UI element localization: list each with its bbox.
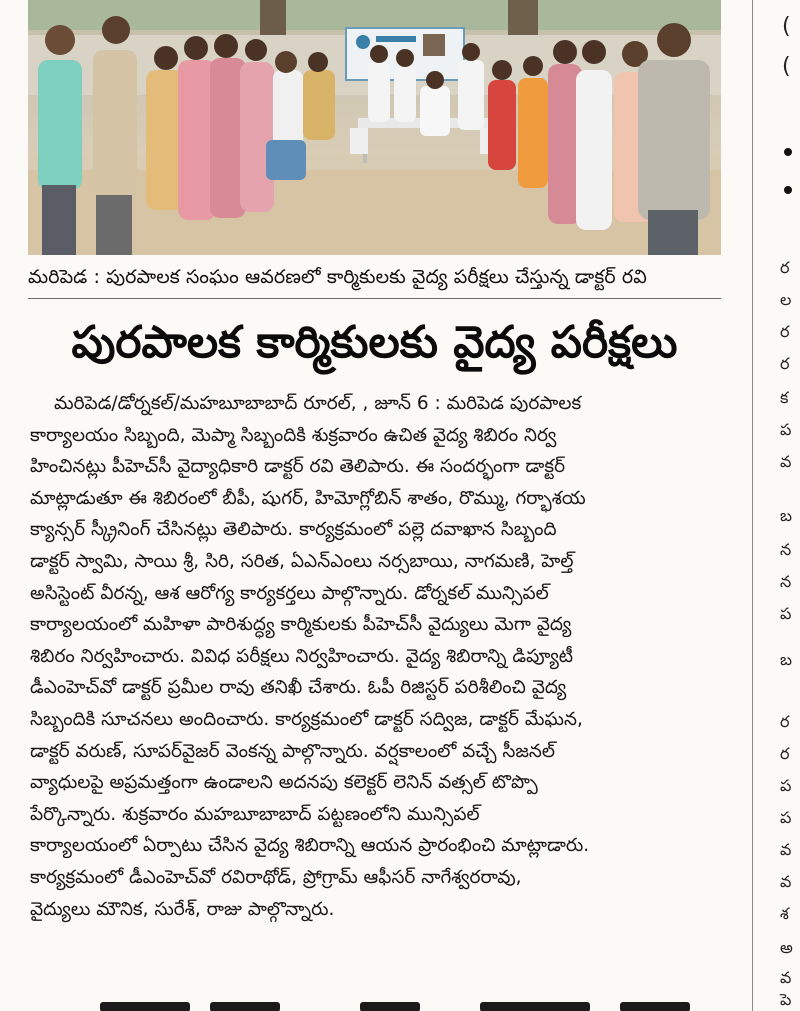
adjacent-glyph: ప bbox=[780, 808, 792, 827]
body-line: కార్యాలయంలో మహిళా పారిశుద్ధ్య కార్మికులకు పీహెచ్‌సీ వైద్యులు మెగా వైద్య bbox=[30, 614, 572, 636]
bullet-icon bbox=[784, 148, 792, 156]
adjacent-glyph: ర bbox=[780, 322, 790, 341]
adjacent-glyph: పె bbox=[780, 990, 792, 1009]
body-line: అసిస్టెంట్ వీరన్న, ఆశ ఆరోగ్య కార్యకర్తలు పాల్గొన్నారు. డోర్నకల్ మున్సిపల్ bbox=[30, 582, 549, 604]
body-line: హించినట్లు పీహెచ్‌సీ వైద్యాధికారి డాక్టర్ రవి తెలిపారు. ఈ సందర్భంగా డాక్టర్ bbox=[30, 456, 566, 478]
adjacent-glyph: బ bbox=[780, 506, 793, 525]
body-line: కార్యాలయంలో ఏర్పాటు చేసిన వైద్య శిబిరాన్ని ఆయన ప్రారంభించి మాట్లాడారు. bbox=[30, 835, 590, 857]
adjacent-glyph: ర bbox=[780, 712, 790, 731]
body-line: క్యాన్సర్ స్క్రీనింగ్ చేసినట్లు తెలిపారు. కార్యక్రమంలో పల్లె దవాఖాన సిబ్బంది bbox=[30, 519, 557, 541]
news-photo bbox=[28, 0, 721, 255]
adjacent-glyph: ప bbox=[780, 604, 792, 623]
body-line: పేర్కొన్నారు. శుక్రవారం మహబూబాబాద్ పట్టణంలోని మున్సిపల్ bbox=[30, 803, 480, 825]
adjacent-glyph: ర bbox=[780, 354, 790, 373]
body-line: డీఎంహెచ్‌వో డాక్టర్ ప్రమీల రావు తనిఖీ చేశారు. ఓపీ రిజిస్టర్ పరిశీలించి వైద్య bbox=[30, 677, 567, 699]
adjacent-glyph: క bbox=[780, 388, 789, 407]
body-line: మాట్లాడుతూ ఈ శిబిరంలో బీపీ, షుగర్, హిమోగ్లోబిన్ శాతం, రొమ్ము, గర్భాశయ bbox=[30, 487, 586, 509]
photo-caption: మరిపెడ : పురపాలక సంఘం ఆవరణలో కార్మికులకు వైద్య పరీక్షలు చేస్తున్న డాక్టర్ రవి bbox=[28, 266, 647, 288]
next-article-headline-fragment bbox=[60, 996, 720, 1011]
body-line: సిబ్బందికి సూచనలు అందించారు. కార్యక్రమంలో డాక్టర్ సద్విజ, డాక్టర్ మేఘన, bbox=[30, 708, 583, 730]
adjacent-glyph: వ bbox=[780, 872, 792, 891]
adjacent-glyph: ప bbox=[780, 776, 792, 795]
body-line: శిబిరం నిర్వహించారు. వివిధ పరీక్షలు నిర్వహించారు. వైద్య శిబిరాన్ని డిప్యూటీ bbox=[30, 645, 574, 667]
caption-divider bbox=[28, 298, 721, 299]
body-line: కార్యక్రమంలో డీఎంహెచ్‌వో రవిరాథోడ్, ప్రోగ్రామ్ ఆఫీసర్ నాగేశ్వరరావు, bbox=[30, 866, 522, 888]
adjacent-glyph: న bbox=[780, 540, 792, 559]
article-headline: పురపాలక కార్మికులకు వైద్య పరీక్షలు bbox=[71, 317, 678, 368]
adjacent-glyph: ప bbox=[780, 420, 792, 439]
adjacent-glyph: ల bbox=[780, 290, 792, 309]
adjacent-glyph: న bbox=[780, 572, 792, 591]
adjacent-glyph: బ bbox=[780, 650, 793, 669]
adjacent-glyph: ( bbox=[782, 14, 791, 39]
body-line: కార్యాలయం సిబ్బంది, మెప్మా సిబ్బందికి శుక్రవారం ఉచిత వైద్య శిబిరం నిర్వ bbox=[30, 424, 557, 446]
article-body bbox=[30, 388, 720, 988]
adjacent-glyph: వ bbox=[780, 968, 792, 987]
body-line: డాక్టర్ స్వామి, సాయి శ్రీ, సిరి, సరిత, ఏఎన్ఎంలు నర్సబాయి, నాగమణి, హెల్త్ bbox=[30, 550, 574, 572]
adjacent-glyph: ర bbox=[780, 258, 790, 277]
adjacent-glyph: శ bbox=[780, 904, 789, 923]
adjacent-glyph: ర bbox=[780, 744, 790, 763]
adjacent-glyph: వ bbox=[780, 840, 792, 859]
body-line: డాక్టర్ వరుణ్, సూపర్‌వైజర్ వెంకన్న పాల్గొన్నారు. వర్షకాలంలో వచ్చే సీజనల్ bbox=[30, 740, 556, 762]
adjacent-glyph: అ bbox=[780, 938, 793, 957]
adjacent-glyph: వ bbox=[780, 452, 792, 471]
bullet-icon bbox=[784, 186, 792, 194]
medical-camp-photo bbox=[28, 0, 721, 255]
adjacent-glyph: ( bbox=[782, 54, 791, 79]
body-line: మరిపెడ/డోర్నకల్/మహబూబాబాద్ రూరల్, , జూన్ 6 : మరిపెడ పురపాలక bbox=[54, 393, 582, 414]
body-line: వ్యాధులపై అప్రమత్తంగా ఉండాలని అదనపు కలెక్టర్ లెనిన్ వత్సల్ టొప్పొ bbox=[30, 772, 538, 794]
body-line: వైద్యులు మౌనిక, సురేశ్, రాజు పాల్గొన్నారు. bbox=[30, 898, 335, 920]
adjacent-column-fragment bbox=[760, 0, 800, 1011]
column-divider bbox=[752, 0, 753, 1011]
